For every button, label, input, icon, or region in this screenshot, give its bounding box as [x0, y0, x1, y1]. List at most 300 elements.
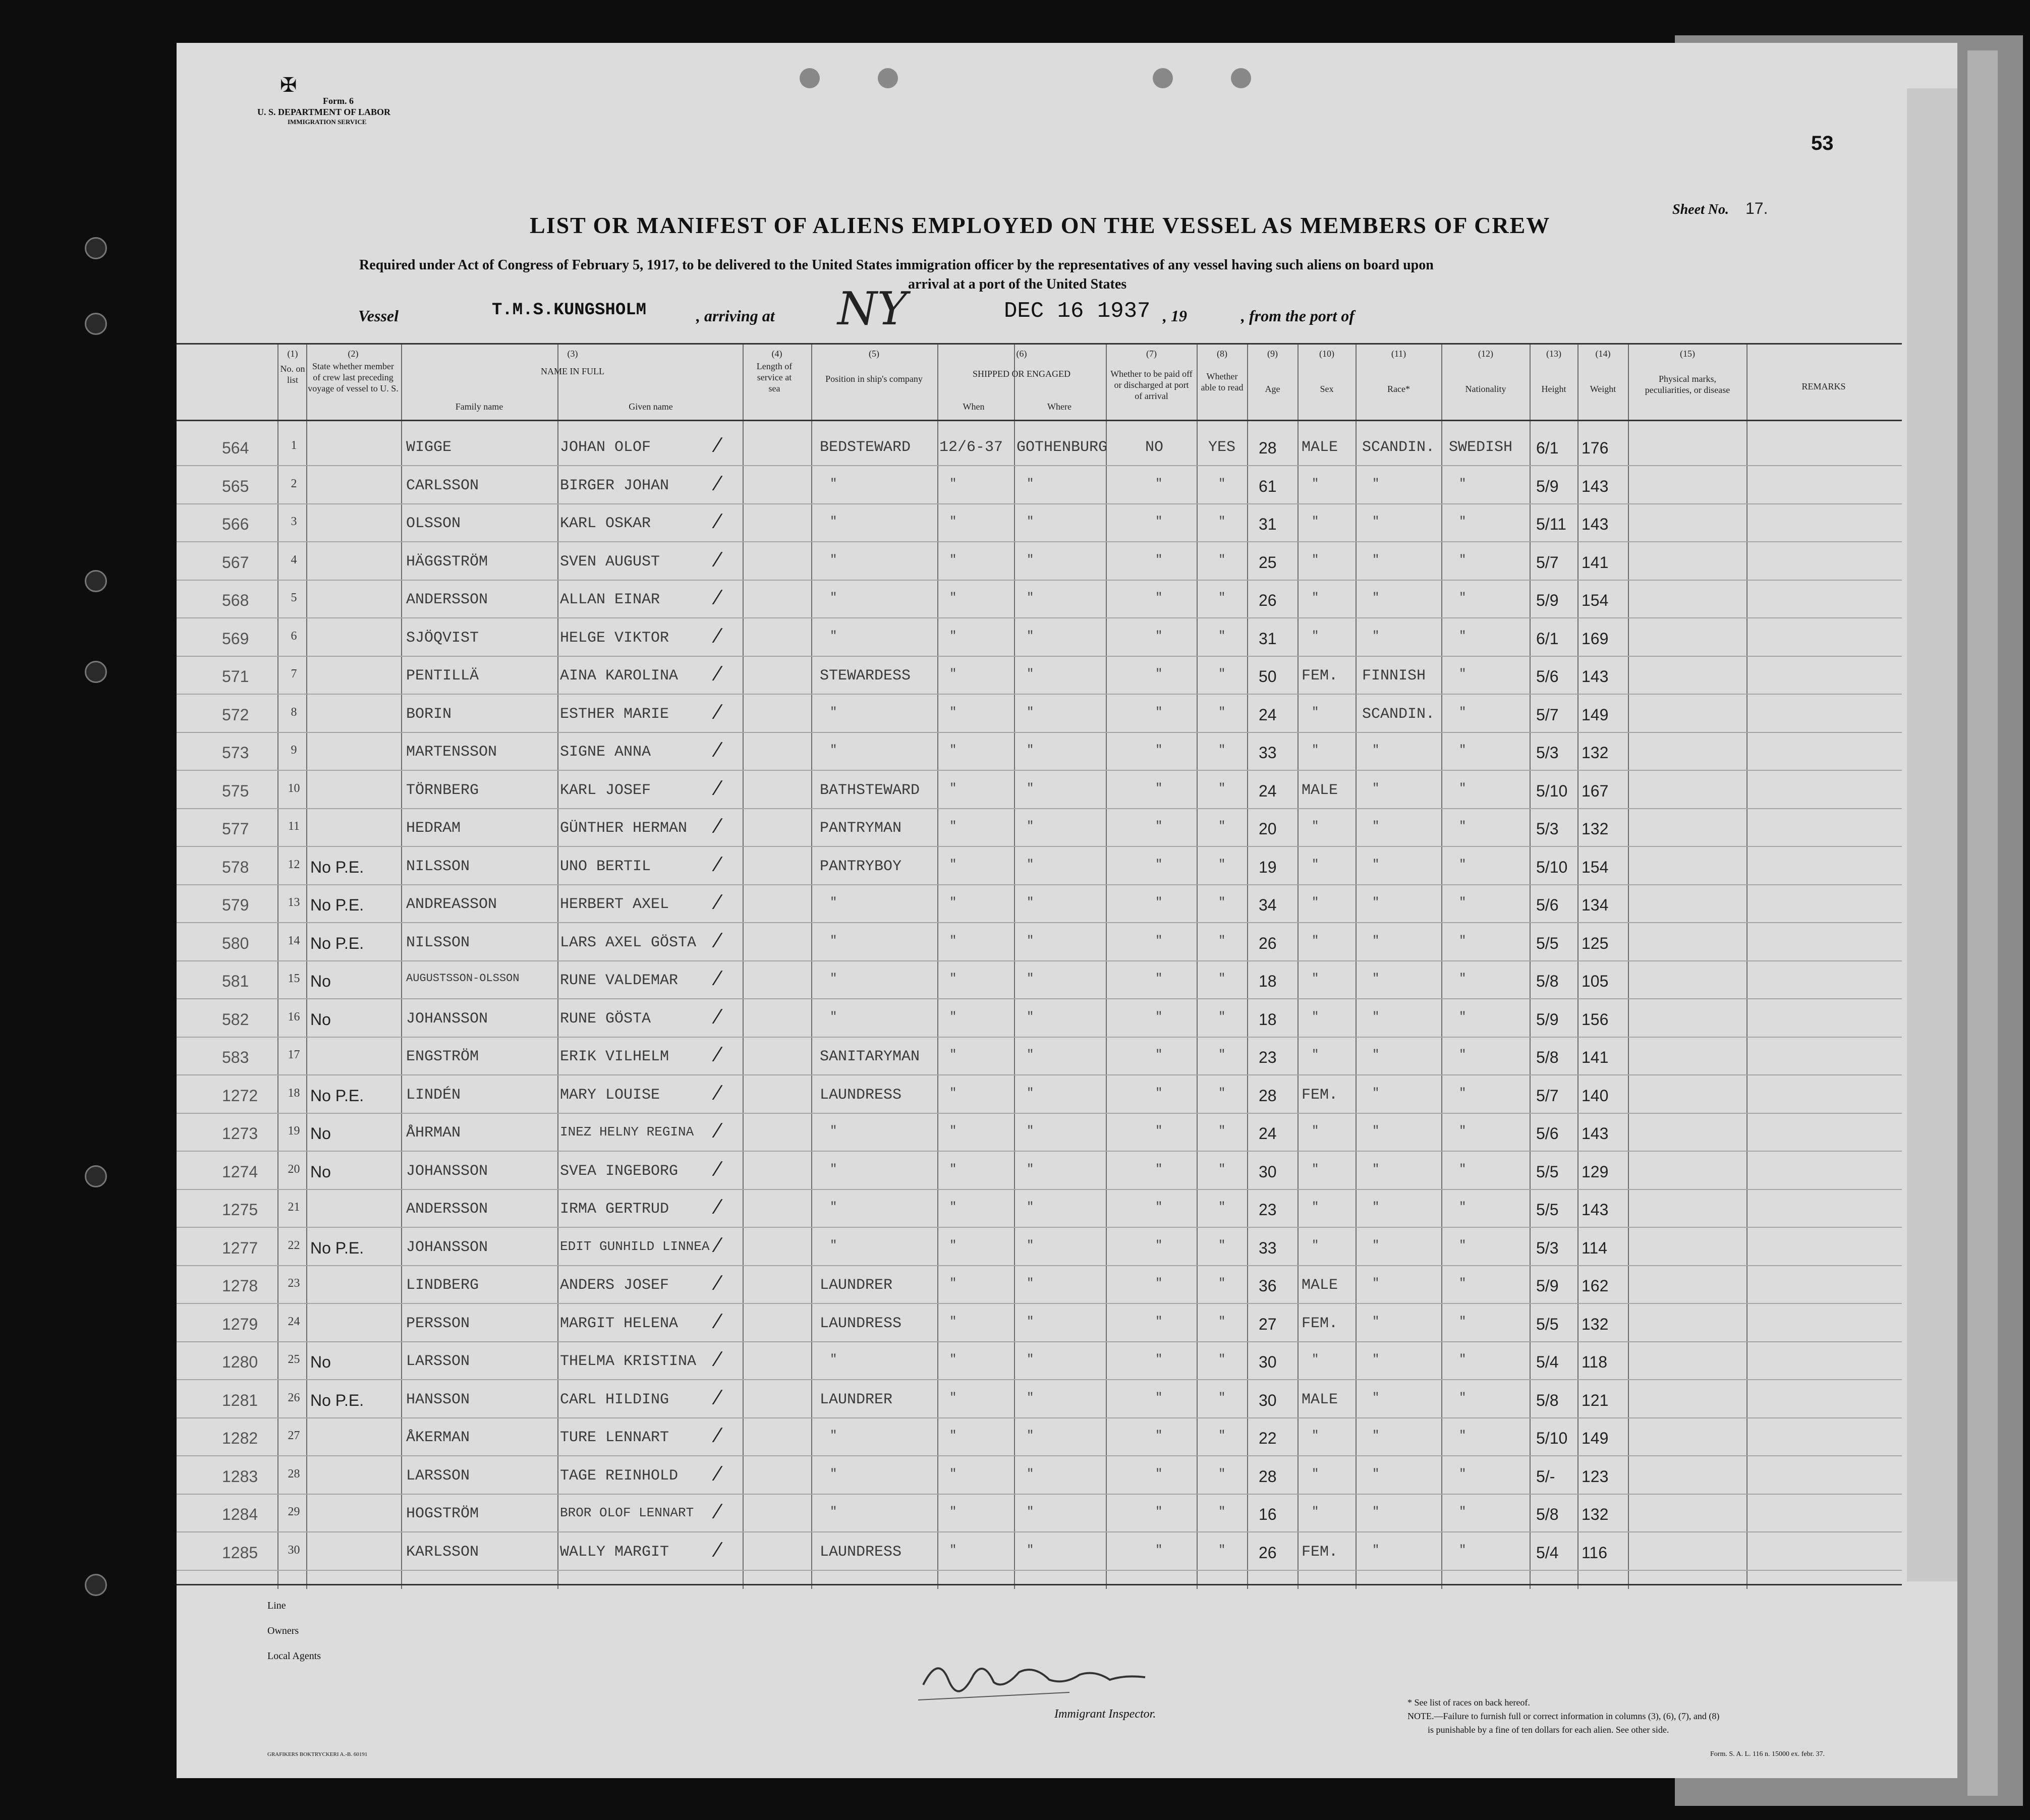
row-rule	[177, 1037, 1902, 1038]
position: LAUNDRESS	[820, 1086, 902, 1104]
age: 23	[1259, 1048, 1277, 1066]
weight: 132	[1582, 820, 1609, 838]
height: 5/10	[1536, 781, 1568, 800]
col5-header: Position in ship's company	[825, 374, 923, 384]
shipped-when: "	[949, 1429, 957, 1443]
shipped-where: "	[1027, 667, 1034, 681]
given-name: THELMA KRISTINA	[560, 1353, 697, 1370]
race: "	[1372, 744, 1380, 757]
family-name: CARLSSON	[406, 477, 479, 494]
row-ref-number: 1281	[222, 1391, 258, 1409]
race: "	[1372, 858, 1380, 872]
inspector-label: Immigrant Inspector.	[1054, 1708, 1156, 1721]
able-to-read: "	[1218, 1315, 1226, 1329]
race: "	[1372, 629, 1380, 643]
position: "	[830, 1010, 837, 1024]
height: 5/4	[1536, 1353, 1559, 1371]
race: "	[1372, 781, 1380, 795]
col3a-header: Family name	[455, 402, 503, 412]
shipped-when: "	[949, 1277, 957, 1290]
able-to-read: "	[1218, 629, 1226, 643]
shipped-when: "	[949, 515, 957, 529]
shipped-where: "	[1027, 1353, 1034, 1367]
sex: "	[1312, 1429, 1319, 1443]
row-ref-number: 571	[222, 667, 249, 686]
height: 5/9	[1536, 591, 1559, 609]
row-rule	[177, 541, 1902, 542]
column-rule	[937, 343, 938, 1589]
row-ref-number: 564	[222, 439, 249, 457]
sex: FEM.	[1302, 667, 1338, 685]
age: 20	[1259, 820, 1277, 838]
row-number: 8	[291, 705, 297, 719]
shipped-when: "	[949, 896, 957, 909]
col3-num: (3)	[567, 349, 578, 359]
height: 5/6	[1536, 896, 1559, 914]
family-name: WIGGE	[406, 439, 452, 456]
col4-header: Length of service at sea	[756, 361, 793, 393]
row-ref-number: 566	[222, 515, 249, 533]
sex: FEM.	[1302, 1543, 1338, 1561]
able-to-read: "	[1218, 1353, 1226, 1367]
weight: 149	[1582, 1429, 1609, 1447]
position: "	[830, 1429, 837, 1443]
row-rule	[177, 1074, 1902, 1075]
paid-off: "	[1155, 553, 1163, 567]
age: 31	[1259, 629, 1277, 648]
nationality: "	[1459, 820, 1467, 833]
height: 5/10	[1536, 1429, 1568, 1447]
position: LAUNDRER	[820, 1391, 893, 1408]
given-name: BROR OLOF LENNART	[560, 1505, 694, 1520]
check-mark-icon: ⁄	[716, 661, 720, 685]
year-label: , 19	[1163, 307, 1187, 325]
race: "	[1372, 591, 1380, 605]
col14-header: Weight	[1590, 384, 1616, 394]
race: "	[1372, 515, 1380, 529]
arriving-port: NY	[837, 282, 908, 335]
weight: 162	[1582, 1277, 1609, 1295]
height: 5/8	[1536, 1391, 1559, 1409]
height: 6/1	[1536, 439, 1559, 457]
row-ref-number: 1273	[222, 1124, 258, 1143]
shipped-where: "	[1027, 1124, 1034, 1138]
nationality: "	[1459, 1315, 1467, 1329]
given-name: MARY LOUISE	[560, 1086, 660, 1104]
nationality: "	[1459, 1048, 1467, 1062]
paid-off: "	[1155, 1238, 1163, 1253]
punch-mark	[800, 68, 820, 88]
shipped-when: "	[949, 1467, 957, 1481]
col15-num: (15)	[1680, 349, 1695, 359]
race: FINNISH	[1362, 667, 1426, 685]
able-to-read: "	[1218, 667, 1226, 681]
row-ref-number: 1272	[222, 1086, 258, 1105]
nationality: "	[1459, 1467, 1467, 1481]
shipped-where: "	[1027, 1543, 1034, 1557]
family-name: LINDBERG	[406, 1277, 479, 1294]
column-rule	[1441, 343, 1442, 1589]
weight: 154	[1582, 858, 1609, 876]
shipped-where: "	[1027, 1048, 1034, 1062]
nationality: "	[1459, 1124, 1467, 1138]
col9-num: (9)	[1267, 349, 1278, 359]
race: "	[1372, 1010, 1380, 1024]
row-rule	[177, 922, 1902, 923]
printer-mark: GRAFIKERS BOKTRYCKERI A.-B. 60191	[267, 1751, 368, 1757]
age: 25	[1259, 553, 1277, 572]
given-name: ALLAN EINAR	[560, 591, 660, 608]
height: 5/3	[1536, 1238, 1559, 1257]
able-to-read: "	[1218, 1124, 1226, 1138]
row-rule	[177, 732, 1902, 733]
height: 5/7	[1536, 1086, 1559, 1105]
paid-off: "	[1155, 1086, 1163, 1100]
position: "	[830, 896, 837, 909]
age: 34	[1259, 896, 1277, 914]
col3-header: NAME IN FULL	[541, 366, 604, 376]
paid-off: "	[1155, 1391, 1163, 1405]
col14-num: (14)	[1595, 349, 1611, 359]
height: 5/8	[1536, 1505, 1559, 1523]
row-rule	[177, 580, 1902, 581]
col11-num: (11)	[1391, 349, 1406, 359]
prev-voyage: No	[310, 972, 331, 990]
paid-off: "	[1155, 705, 1163, 719]
age: 19	[1259, 858, 1277, 876]
act-notice-line2: arrival at a port of the United States	[908, 276, 1127, 292]
back-sheet-edge	[1967, 50, 1998, 1796]
given-name: TAGE REINHOLD	[560, 1467, 679, 1485]
row-number: 6	[291, 629, 297, 643]
check-mark-icon: ⁄	[716, 1537, 720, 1561]
shipped-when: "	[949, 1391, 957, 1405]
given-name: AINA KAROLINA	[560, 667, 679, 685]
height: 5/9	[1536, 1010, 1559, 1029]
column-rule	[277, 343, 278, 1589]
row-ref-number: 1285	[222, 1543, 258, 1562]
age: 61	[1259, 477, 1277, 495]
weight: 149	[1582, 705, 1609, 724]
prev-voyage: No P.E.	[310, 1238, 364, 1257]
col3b-header: Given name	[629, 402, 673, 412]
row-number: 21	[288, 1201, 300, 1214]
able-to-read: "	[1218, 515, 1226, 529]
check-mark-icon: ⁄	[716, 1195, 720, 1218]
prev-voyage: No P.E.	[310, 934, 364, 952]
shipped-when: 12/6-37	[939, 439, 1003, 456]
row-number: 15	[288, 972, 300, 985]
row-number: 9	[291, 744, 297, 757]
prev-voyage: No P.E.	[310, 896, 364, 914]
race: "	[1372, 1201, 1380, 1214]
position: "	[830, 1162, 837, 1176]
check-mark-icon: ⁄	[716, 471, 720, 495]
paid-off: "	[1155, 629, 1163, 643]
column-rule	[1356, 343, 1357, 1589]
family-name: MARTENSSON	[406, 744, 497, 761]
col13-num: (13)	[1546, 349, 1561, 359]
weight: 143	[1582, 1124, 1609, 1143]
check-mark-icon: ⁄	[716, 1004, 720, 1028]
height: 5/3	[1536, 744, 1559, 762]
family-name: JOHANSSON	[406, 1010, 488, 1028]
page-number: 53	[1811, 132, 1834, 154]
local-agents-label: Local Agents	[267, 1651, 321, 1662]
able-to-read: "	[1218, 705, 1226, 719]
sex: "	[1312, 896, 1319, 909]
weight: 121	[1582, 1391, 1609, 1409]
nationality: "	[1459, 515, 1467, 529]
age: 28	[1259, 1086, 1277, 1105]
row-ref-number: 575	[222, 781, 249, 800]
col6b-header: Where	[1047, 402, 1072, 412]
row-number: 20	[288, 1162, 300, 1176]
page-right-margin	[1907, 88, 1957, 1581]
weight: 143	[1582, 515, 1609, 533]
position: "	[830, 1467, 837, 1481]
given-name: SVEN AUGUST	[560, 553, 660, 571]
paid-off: "	[1155, 1467, 1163, 1481]
row-number: 29	[288, 1505, 300, 1518]
given-name: IRMA GERTRUD	[560, 1201, 669, 1218]
family-name: HANSSON	[406, 1391, 470, 1408]
given-name: KARL OSKAR	[560, 515, 651, 532]
paid-off: "	[1155, 1429, 1163, 1443]
row-rule	[177, 846, 1902, 847]
shipped-when: "	[949, 972, 957, 986]
column-rule	[1628, 343, 1629, 1589]
height: 5/6	[1536, 1124, 1559, 1143]
check-mark-icon: ⁄	[716, 699, 720, 723]
col2-header: State whether member of crew last preceding voyage of vessel to U. S.	[308, 361, 399, 393]
row-number: 25	[288, 1353, 300, 1366]
able-to-read: "	[1218, 553, 1226, 567]
weight: 118	[1582, 1353, 1608, 1371]
shipped-where: "	[1027, 820, 1034, 833]
height: 5/9	[1536, 1277, 1559, 1295]
position: "	[830, 553, 837, 567]
shipped-when: "	[949, 1505, 957, 1519]
height: 5/5	[1536, 1162, 1559, 1181]
family-name: ENGSTRÖM	[406, 1048, 479, 1065]
col10-header: Sex	[1320, 384, 1334, 394]
row-rule	[177, 656, 1902, 657]
nationality: "	[1459, 896, 1467, 909]
row-ref-number: 1279	[222, 1315, 258, 1333]
row-rule	[177, 1151, 1902, 1152]
check-mark-icon: ⁄	[716, 623, 720, 647]
weight: 114	[1582, 1238, 1608, 1257]
row-number: 28	[288, 1467, 300, 1481]
weight: 134	[1582, 896, 1609, 914]
height: 5/8	[1536, 972, 1559, 990]
height: 5/11	[1536, 515, 1566, 533]
sex: "	[1312, 553, 1319, 567]
shipped-when: "	[949, 1086, 957, 1100]
family-name: AUGUSTSSON-OLSSON	[406, 972, 520, 985]
position: PANTRYBOY	[820, 858, 902, 875]
family-name: JOHANSSON	[406, 1238, 488, 1256]
family-name: KARLSSON	[406, 1543, 479, 1561]
shipped-where: "	[1027, 1315, 1034, 1329]
able-to-read: "	[1218, 1048, 1226, 1062]
check-mark-icon: ⁄	[716, 1118, 720, 1142]
able-to-read: "	[1218, 1086, 1226, 1100]
weight: 132	[1582, 744, 1609, 762]
family-name: NILSSON	[406, 858, 470, 875]
able-to-read: "	[1218, 1543, 1226, 1557]
position: BEDSTEWARD	[820, 439, 911, 456]
race: "	[1372, 1391, 1380, 1405]
check-mark-icon: ⁄	[716, 1347, 720, 1371]
shipped-when: "	[949, 1162, 957, 1176]
weight: 125	[1582, 934, 1609, 952]
weight: 132	[1582, 1505, 1609, 1523]
service-name: IMMIGRATION SERVICE	[288, 118, 367, 126]
column-rule	[743, 343, 744, 1589]
family-name: ANDERSSON	[406, 1201, 488, 1218]
col7-num: (7)	[1146, 349, 1157, 359]
race: "	[1372, 1124, 1380, 1138]
sex: "	[1312, 1467, 1319, 1481]
sex: "	[1312, 858, 1319, 872]
check-mark-icon: ⁄	[716, 890, 720, 914]
race: "	[1372, 1086, 1380, 1100]
column-rule	[1746, 343, 1747, 1589]
nationality: "	[1459, 1238, 1467, 1253]
position: "	[830, 972, 837, 986]
given-name: ANDERS JOSEF	[560, 1277, 669, 1294]
check-mark-icon: ⁄	[716, 928, 720, 952]
shipped-when: "	[949, 553, 957, 567]
race: "	[1372, 1315, 1380, 1329]
family-name: ÅKERMAN	[406, 1429, 470, 1446]
nationality: "	[1459, 705, 1467, 719]
row-rule	[177, 808, 1902, 809]
position: "	[830, 744, 837, 757]
owners-label: Owners	[267, 1625, 299, 1636]
nationality: "	[1459, 1162, 1467, 1176]
given-name: JOHAN OLOF	[560, 439, 651, 456]
weight: 143	[1582, 1201, 1609, 1219]
age: 30	[1259, 1353, 1277, 1371]
row-number: 27	[288, 1429, 300, 1442]
shipped-when: "	[949, 1124, 957, 1138]
col4-num: (4)	[771, 349, 782, 359]
sex: MALE	[1302, 1391, 1338, 1408]
check-mark-icon: ⁄	[716, 814, 720, 837]
shipped-where: "	[1027, 896, 1034, 909]
shipped-when: "	[949, 1201, 957, 1214]
given-name: INEZ HELNY REGINA	[560, 1124, 694, 1140]
family-name: NILSSON	[406, 934, 470, 951]
position: "	[830, 477, 837, 491]
column-rule	[1197, 343, 1198, 1589]
family-name: SJÖQVIST	[406, 629, 479, 647]
shipped-where: GOTHENBURG	[1017, 439, 1108, 456]
row-ref-number: 581	[222, 972, 249, 990]
sex: "	[1312, 820, 1319, 833]
given-name: LARS AXEL GÖSTA	[560, 934, 697, 951]
nationality: "	[1459, 858, 1467, 872]
age: 26	[1259, 934, 1277, 952]
height: 5/5	[1536, 1315, 1559, 1333]
family-name: HÄGGSTRÖM	[406, 553, 488, 571]
given-name: UNO BERTIL	[560, 858, 651, 875]
position: SANITARYMAN	[820, 1048, 920, 1065]
able-to-read: "	[1218, 1391, 1226, 1405]
age: 33	[1259, 744, 1277, 762]
shipped-when: "	[949, 667, 957, 681]
row-number: 7	[291, 667, 297, 680]
able-to-read: "	[1218, 591, 1226, 605]
row-ref-number: 573	[222, 744, 249, 762]
height: 5/7	[1536, 705, 1559, 724]
row-rule	[177, 960, 1902, 961]
col12-num: (12)	[1478, 349, 1493, 359]
race: "	[1372, 896, 1380, 909]
arriving-label: , arriving at	[696, 307, 775, 325]
able-to-read: "	[1218, 1162, 1226, 1176]
prev-voyage: No	[310, 1353, 331, 1371]
row-rule	[177, 1303, 1902, 1304]
nationality: "	[1459, 1391, 1467, 1405]
shipped-where: "	[1027, 1086, 1034, 1100]
shipped-when: "	[949, 591, 957, 605]
prev-voyage: No	[310, 1124, 331, 1143]
remarks-header: REMARKS	[1801, 381, 1846, 391]
table-top-border	[177, 343, 1902, 345]
row-ref-number: 1283	[222, 1467, 258, 1486]
col5-num: (5)	[869, 349, 879, 359]
shipped-when: "	[949, 1353, 957, 1367]
column-rule	[1106, 343, 1107, 1589]
age: 22	[1259, 1429, 1277, 1447]
position: "	[830, 1201, 837, 1214]
col6a-header: When	[963, 402, 985, 412]
shipped-when: "	[949, 781, 957, 795]
shipped-when: "	[949, 934, 957, 948]
able-to-read: YES	[1208, 439, 1236, 456]
shipped-when: "	[949, 705, 957, 719]
table-bottom-border	[177, 1584, 1902, 1585]
row-ref-number: 569	[222, 629, 249, 648]
position: "	[830, 629, 837, 643]
shipped-where: "	[1027, 515, 1034, 529]
height: 5/-	[1536, 1467, 1555, 1486]
nationality: "	[1459, 744, 1467, 757]
nationality: "	[1459, 1086, 1467, 1100]
col6-header: SHIPPED OR ENGAGED	[972, 369, 1070, 379]
row-number: 17	[288, 1048, 300, 1061]
paid-off: "	[1155, 515, 1163, 529]
nationality: "	[1459, 1429, 1467, 1443]
weight: 141	[1582, 553, 1609, 572]
column-rule	[1014, 343, 1015, 1589]
row-ref-number: 582	[222, 1010, 249, 1029]
row-ref-number: 1274	[222, 1162, 258, 1181]
row-rule	[177, 1265, 1902, 1266]
age: 33	[1259, 1238, 1277, 1257]
height: 5/3	[1536, 820, 1559, 838]
col6-num: (6)	[1016, 349, 1027, 359]
column-rule	[811, 343, 812, 1589]
nationality: "	[1459, 1543, 1467, 1557]
race: "	[1372, 1429, 1380, 1443]
height: 5/9	[1536, 477, 1559, 495]
prev-voyage: No P.E.	[310, 1086, 364, 1105]
